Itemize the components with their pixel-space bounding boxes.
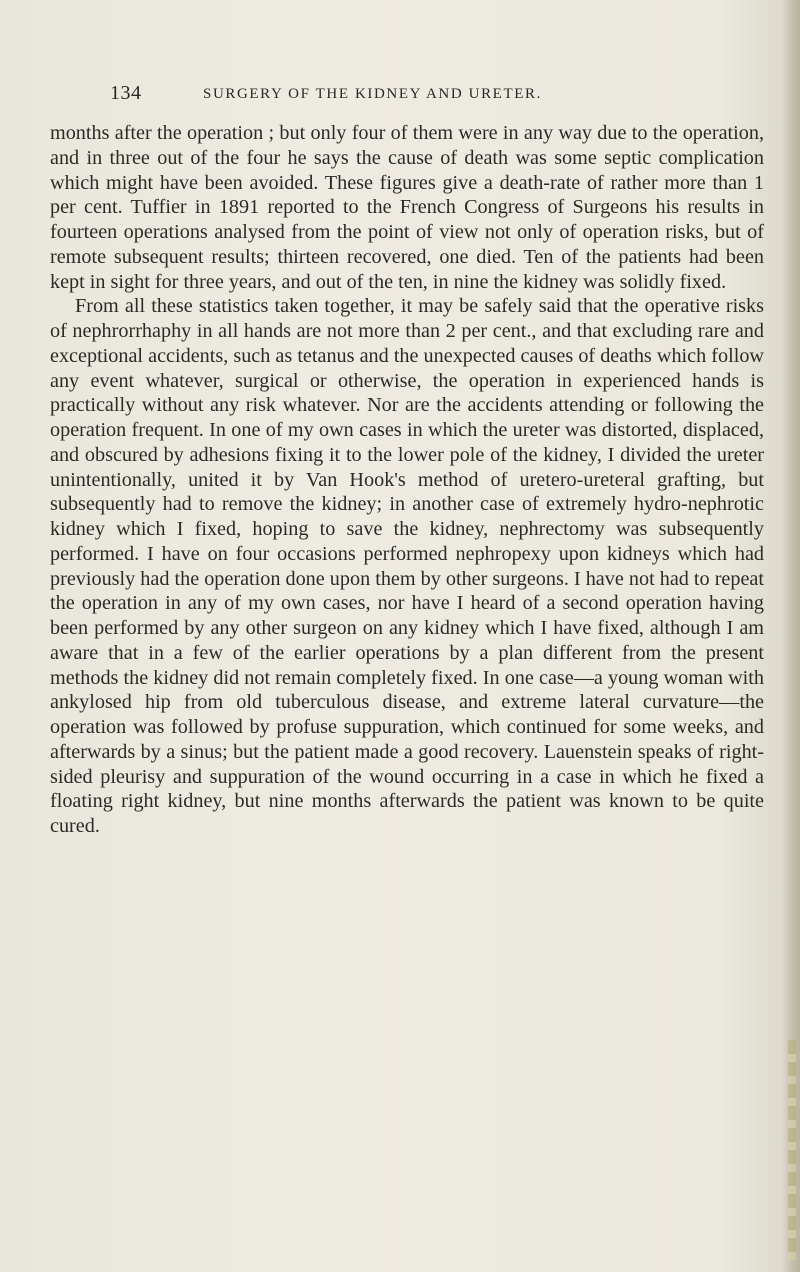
paragraph-2: From all these statistics taken together, it may be safely said that the operative risks of nephrorrhaphy in all hands are not more than 2 per cent., and that excluding rare and exceptional accidents, such as tetanus and the unexpected causes of deaths which follow any event whatever, surgical or otherwise, the operation in experienced hands is practically without any risk whatever. Nor are the accidents attending or following the operation frequent. In one of my own cases in which the ureter was distorted, displaced, and obscured by adhesions fixing it to the lower pole of the kidney, I divided the ureter unintentionally, united it by Van Hook's method of uretero-ureteral grafting, but subsequently had to remove the kidney; in another case of extremely hydro-nephrotic kidney which I fixed, hoping to save the kidney, nephrectomy was subsequently performed. I have on four occasions performed nephropexy upon kidneys which had previously had the operation done upon them by other surgeons. I have not had to repeat the operation in any of my own cases, nor have I heard of a second operation having been performed by any other surgeon on any kidney which I have fixed, although I am aware that in a few of the earlier operations by a plan different from the present methods the kidney did not remain completely fixed. In one case—a young woman with ankylosed hip from old tuberculous disease, and extreme lateral curvature—the operation was followed by profuse suppuration, which continued for some weeks, and afterwards by a sinus; but the patient made a good recovery. Lauenstein speaks of right-sided pleurisy and suppuration of the wound occurring in a case in which he fixed a floating right kidney, but nine months afterwards the patient was known to be quite cured. bbox=[50, 295, 764, 837]
paragraph-1: months after the operation ; but only four of them were in any way due to the operation, and in three out of the four he says the cause of death was some septic complication which might have been avoided. These figures give a death-rate of rather more than 1 per cent. Tuffier in 1891 reported to the French Congress of Surgeons his results in fourteen operations analysed from the point of view not only of operation risks, but of remote subsequent results; thirteen recovered, one died. Ten of the patients had been kept in sight for three years, and out of the ten, in nine the kidney was solidly fixed. bbox=[50, 122, 764, 293]
page-edge-marks bbox=[788, 1040, 796, 1260]
page-header bbox=[0, 82, 800, 112]
body-text bbox=[50, 121, 764, 839]
page-number: 134 bbox=[110, 82, 142, 104]
running-head: SURGERY OF THE KIDNEY AND URETER. bbox=[203, 86, 542, 102]
